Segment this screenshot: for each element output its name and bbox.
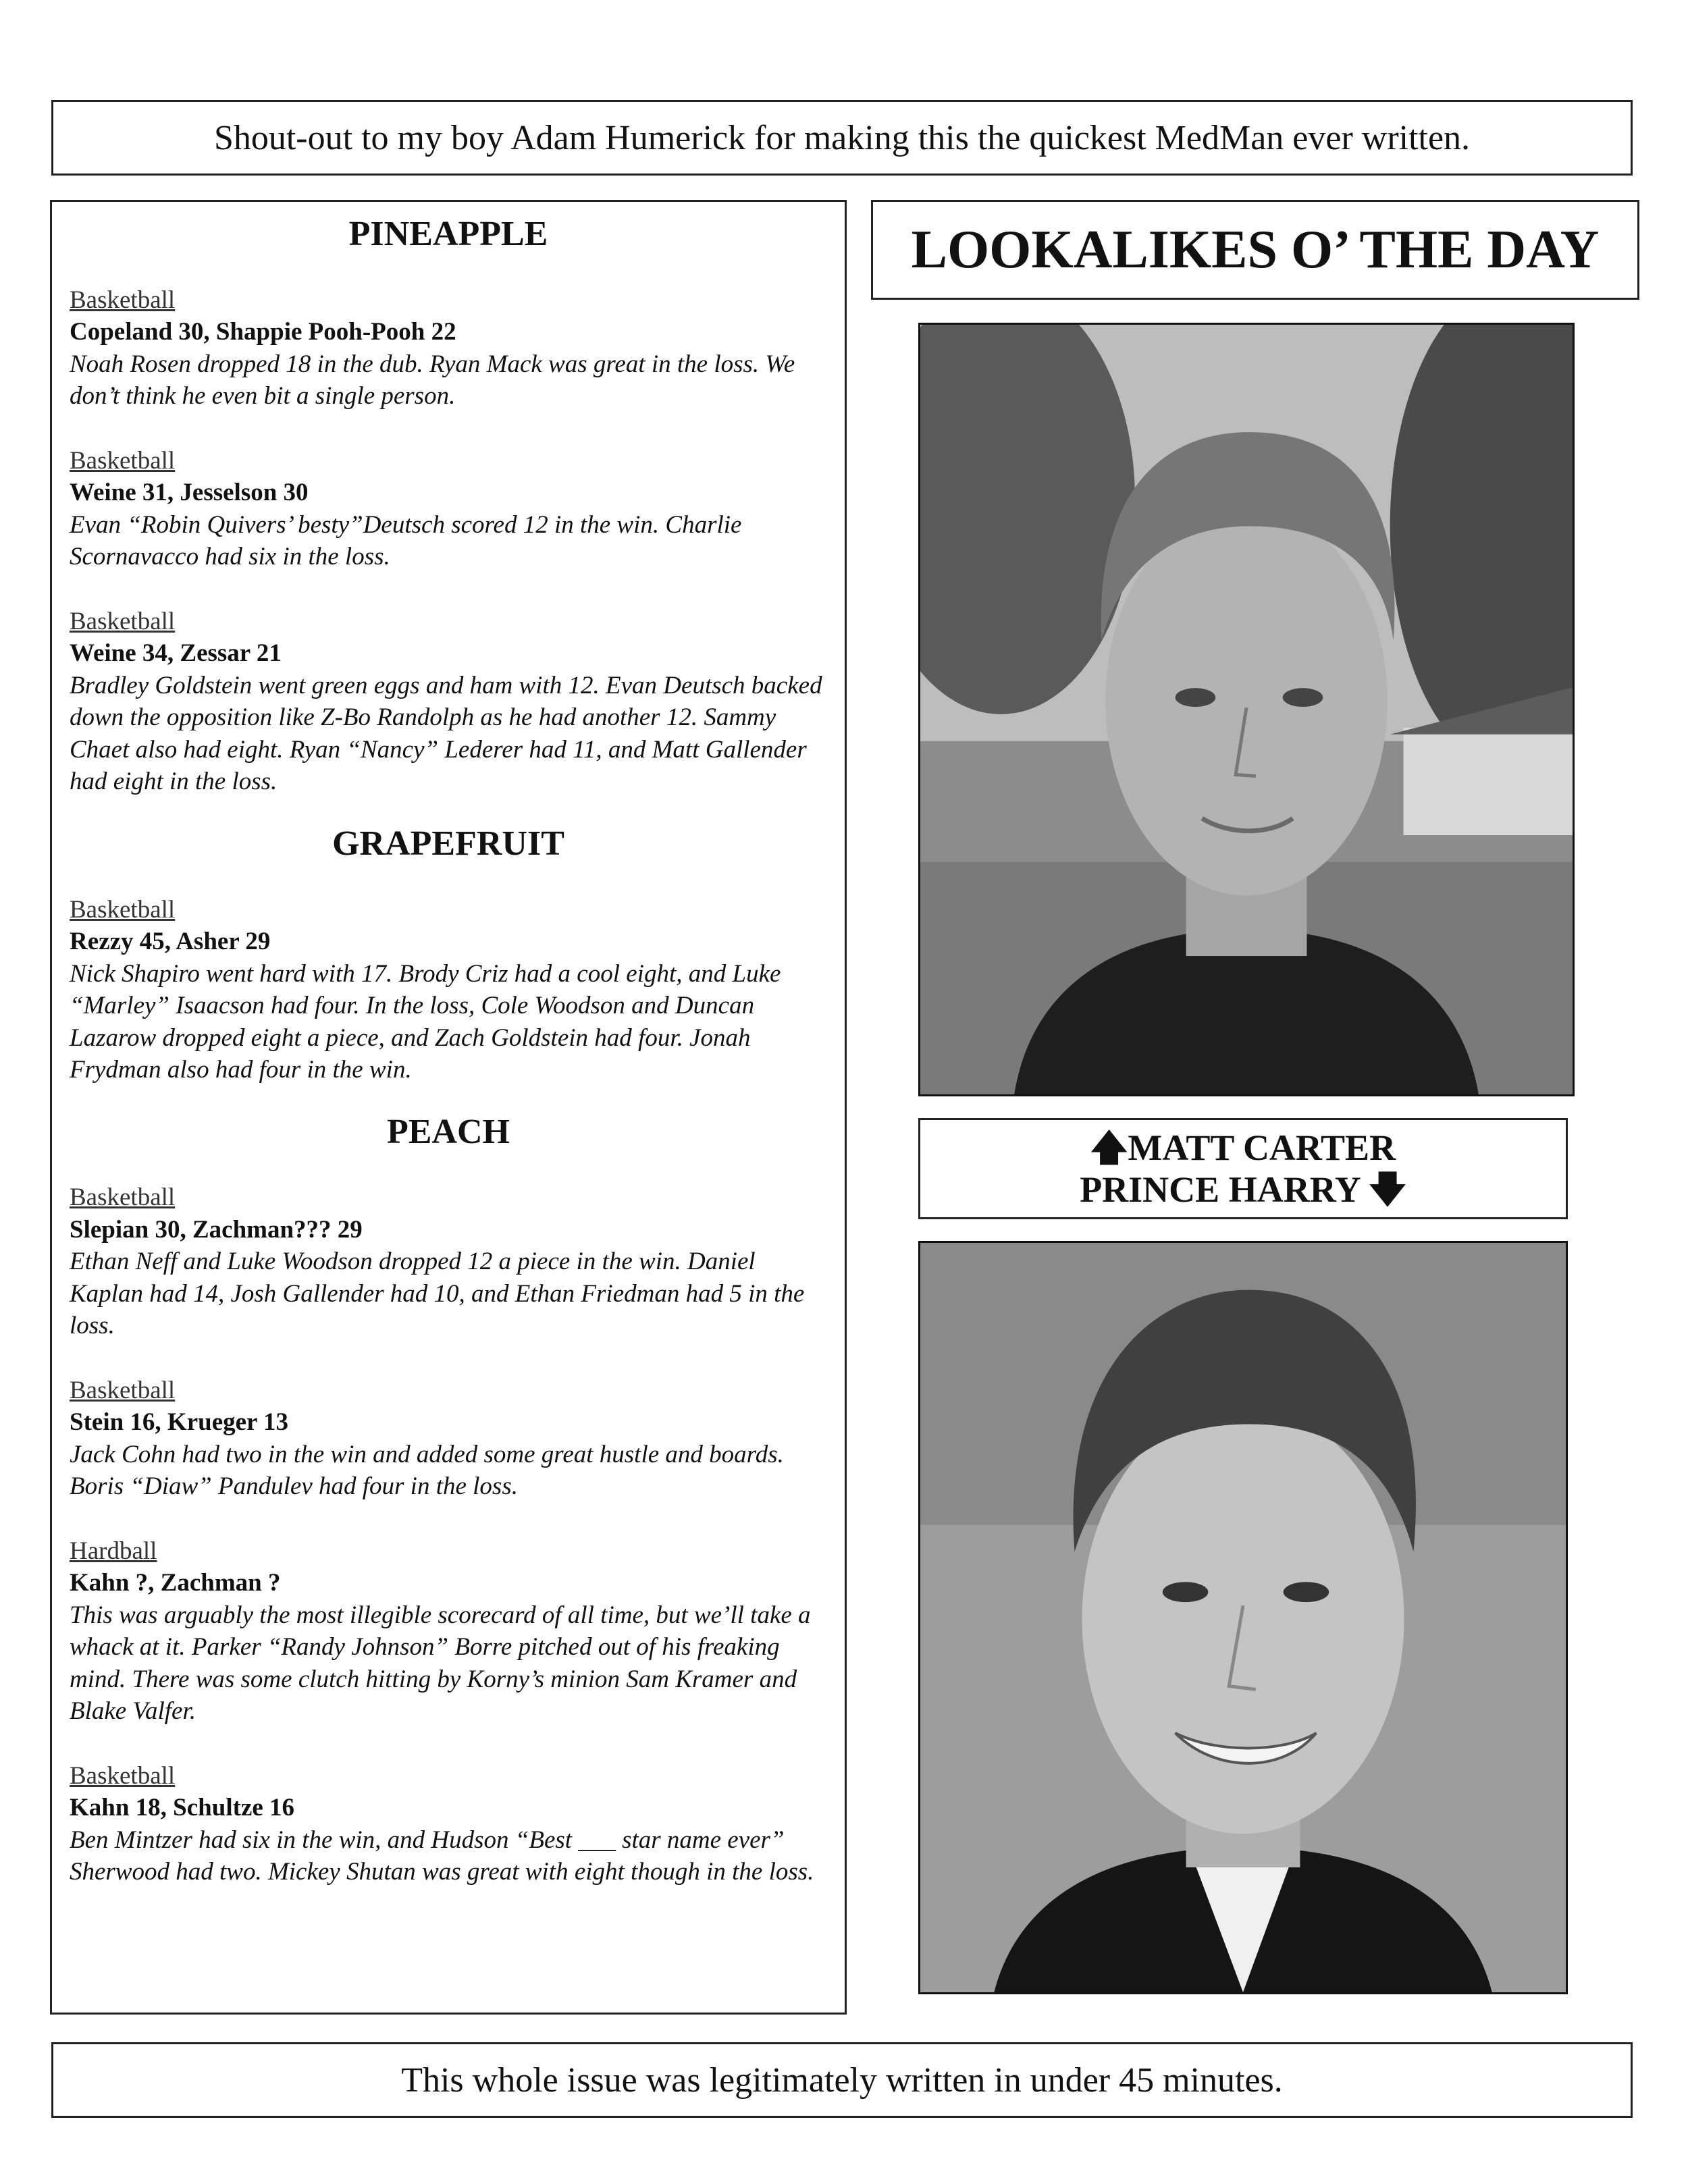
game-description: Bradley Goldstein went green eggs and ham with 12. Evan Deutsch backed down the opposition like Z-Bo Randolph as he had another 12. Sammy Chaet also had eight. Ryan “Nancy” Lederer had 11, and Matt Gallender had eight in the loss.: [70, 671, 822, 796]
game-result: [70, 1535, 827, 1728]
section-peach: [70, 1112, 827, 1888]
bottom-banner-text: This whole issue was legitimately written in under 45 minutes.: [401, 2060, 1283, 2100]
score-line: Weine 34, Zessar 21: [70, 639, 282, 668]
section-title: PEACH: [387, 1112, 510, 1151]
score-line: Weine 31, Jesselson 30: [70, 479, 309, 507]
game-description: Jack Cohn had two in the win and added some great hustle and boards. Boris “Diaw” Pandulev had four in the loss.: [70, 1440, 784, 1501]
name-top-line: [1090, 1127, 1396, 1169]
lookalike-title: LOOKALIKES O’ THE DAY: [911, 219, 1600, 279]
sport-label: Basketball: [70, 1183, 176, 1212]
section-grapefruit: [70, 824, 827, 1086]
section-title: PINEAPPLE: [348, 215, 548, 253]
lookalike-title-box: [871, 200, 1639, 300]
score-line: Kahn ?, Zachman ?: [70, 1569, 281, 1597]
section-pineapple: [70, 214, 827, 798]
sport-label: Basketball: [70, 286, 176, 314]
name-matt-carter: MATT CARTER: [1128, 1127, 1396, 1168]
names-box: [918, 1118, 1568, 1219]
up-arrow-icon: 🡅: [1090, 1127, 1128, 1168]
name-prince-harry: PRINCE HARRY: [1080, 1169, 1360, 1210]
game-description: Ethan Neff and Luke Woodson dropped 12 a piece in the win. Daniel Kaplan had 14, Josh Gallender had 10, and Ethan Friedman had 5 in the loss.: [70, 1248, 805, 1340]
name-bottom-line: [1080, 1169, 1406, 1210]
game-result: [70, 284, 827, 412]
sport-label: Hardball: [70, 1537, 157, 1565]
sport-label: Basketball: [70, 446, 176, 475]
photo-prince-harry: [918, 1241, 1568, 1994]
section-title: GRAPEFRUIT: [332, 824, 564, 863]
sport-label: Basketball: [70, 1376, 176, 1404]
game-description: Evan “Robin Quivers’ besty”Deutsch scored 12 in the win. Charlie Scornavacco had six in the loss.: [70, 510, 742, 571]
game-result: [70, 445, 827, 573]
bottom-banner: [51, 2042, 1633, 2118]
score-line: Copeland 30, Shappie Pooh-Pooh 22: [70, 318, 456, 346]
score-line: Stein 16, Krueger 13: [70, 1408, 289, 1437]
top-banner-text: Shout-out to my boy Adam Humerick for making this the quickest MedMan ever written.: [213, 118, 1471, 157]
game-result: [70, 606, 827, 798]
score-line: Slepian 30, Zachman??? 29: [70, 1215, 363, 1244]
sport-label: Basketball: [70, 607, 176, 635]
game-description: Ben Mintzer had six in the win, and Hudson “Best ___ star name ever” Sherwood had two. Mickey Shutan was great with eight though in the loss.: [70, 1826, 814, 1886]
sport-label: Basketball: [70, 1761, 176, 1790]
game-result: [70, 1760, 827, 1888]
game-result: [70, 1181, 827, 1342]
top-banner: [51, 100, 1633, 176]
down-arrow-icon: 🡇: [1369, 1169, 1406, 1210]
game-result: [70, 894, 827, 1086]
scores-column: [50, 200, 847, 2015]
game-description: Noah Rosen dropped 18 in the dub. Ryan Mack was great in the loss. We don’t think he even bit a single person.: [70, 350, 795, 410]
score-line: Kahn 18, Schultze 16: [70, 1794, 295, 1822]
photo-matt-carter: [918, 323, 1575, 1096]
game-description: Nick Shapiro went hard with 17. Brody Criz had a cool eight, and Luke “Marley” Isaacson had four. In the loss, Cole Woodson and Duncan Lazarow dropped eight a piece, and Zach Goldstein had four. Jonah Frydman also had four in the win.: [70, 959, 781, 1084]
score-line: Rezzy 45, Asher 29: [70, 928, 271, 956]
sport-label: Basketball: [70, 895, 176, 924]
game-result: [70, 1375, 827, 1503]
game-description: This was arguably the most illegible scorecard of all time, but we’ll take a whack at it. Parker “Randy Johnson” Borre pitched out of his freaking mind. There was some clutch hitting by Korny’s minion Sam Kramer and Blake Valfer.: [70, 1601, 811, 1726]
